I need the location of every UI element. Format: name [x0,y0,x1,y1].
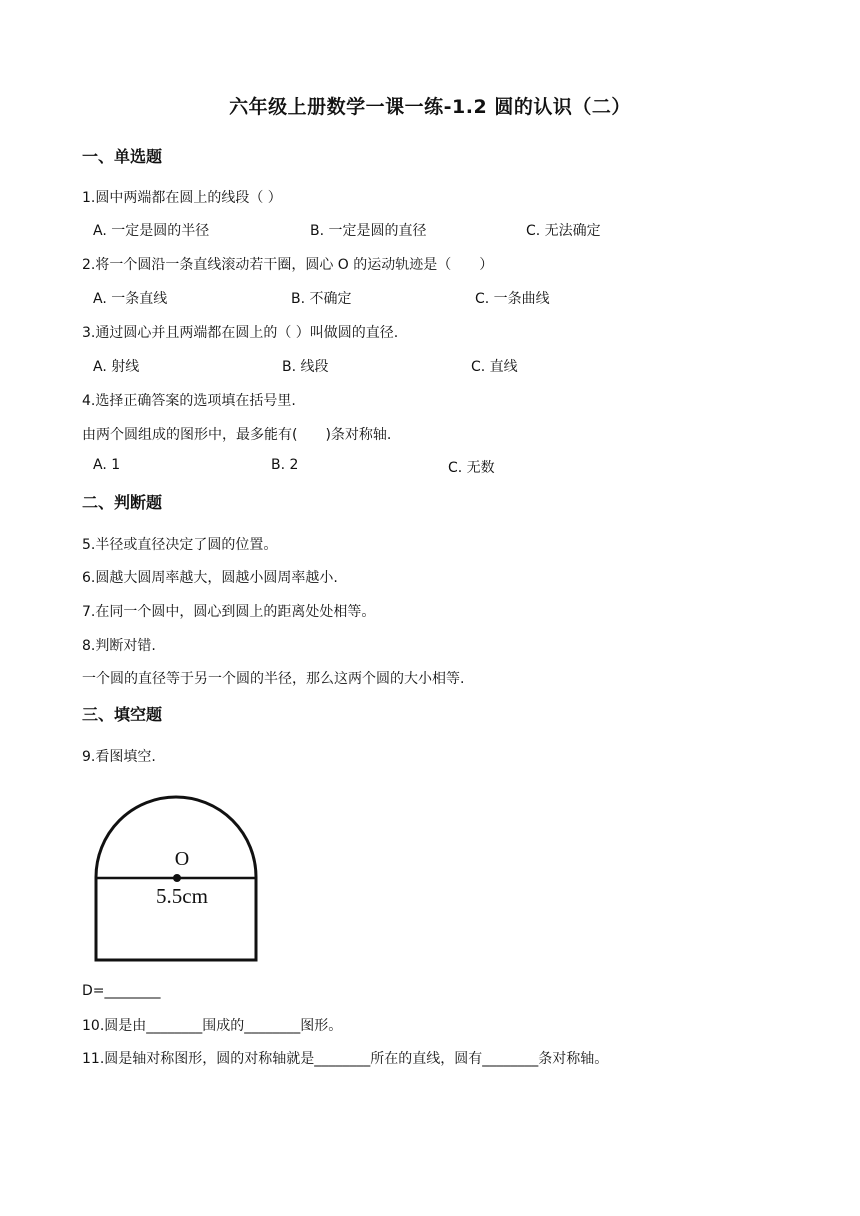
question-4-sub: 由两个圆组成的图形中，最多能有( )条对称轴. [82,427,392,443]
center-label: O [174,848,190,870]
question-3-stem: 3.通过圆心并且两端都在圆上的（ ）叫做圆的直径. [82,325,399,341]
question-4-option-c: C. 无数 [448,460,495,476]
center-point [173,874,181,882]
question-8-sub: 一个圆的直径等于另一个圆的半径，那么这两个圆的大小相等. [82,671,465,687]
question-2-stem: 2.将一个圆沿一条直线滚动若干圈，圆心 O 的运动轨迹是（ ） [82,257,494,273]
question-7: 7.在同一个圆中，圆心到圆上的距离处处相等。 [82,604,376,620]
question-1-option-c: C. 无法确定 [526,223,601,239]
question-8-stem: 8.判断对错. [82,638,156,654]
section-heading-single-choice: 一、单选题 [82,147,163,166]
question-1-option-b: B. 一定是圆的直径 [310,223,427,239]
question-11: 11.圆是轴对称图形，圆的对称轴就是________所在的直线，圆有________条对称轴。 [82,1051,609,1067]
question-1-option-a: A. 一定是圆的半径 [93,223,210,239]
question-4-option-b: B. 2 [271,457,299,473]
question-4-option-a: A. 1 [93,457,121,473]
question-3-option-b: B. 线段 [282,359,329,375]
semicircle-rectangle-figure [90,790,270,965]
question-6: 6.圆越大圆周率越大，圆越小圆周率越小. [82,570,338,586]
question-2-option-a: A. 一条直线 [93,291,168,307]
section-heading-true-false: 二、判断题 [82,493,163,512]
question-3-option-a: A. 射线 [93,359,140,375]
question-3-option-c: C. 直线 [471,359,518,375]
section-heading-fill-blank: 三、填空题 [82,705,163,724]
question-9-answer: D=________ [82,983,161,999]
question-10: 10.圆是由________围成的________图形。 [82,1018,343,1034]
question-4-stem: 4.选择正确答案的选项填在括号里. [82,393,296,409]
question-1-stem: 1.圆中两端都在圆上的线段（ ） [82,190,282,206]
question-2-option-b: B. 不确定 [291,291,352,307]
question-9-stem: 9.看图填空. [82,749,156,765]
question-2-option-c: C. 一条曲线 [475,291,550,307]
length-label: 5.5cm [156,884,208,908]
page-title: 六年级上册数学一课一练-1.2 圆的认识（二） [229,96,631,118]
question-5: 5.半径或直径决定了圆的位置。 [82,537,278,553]
